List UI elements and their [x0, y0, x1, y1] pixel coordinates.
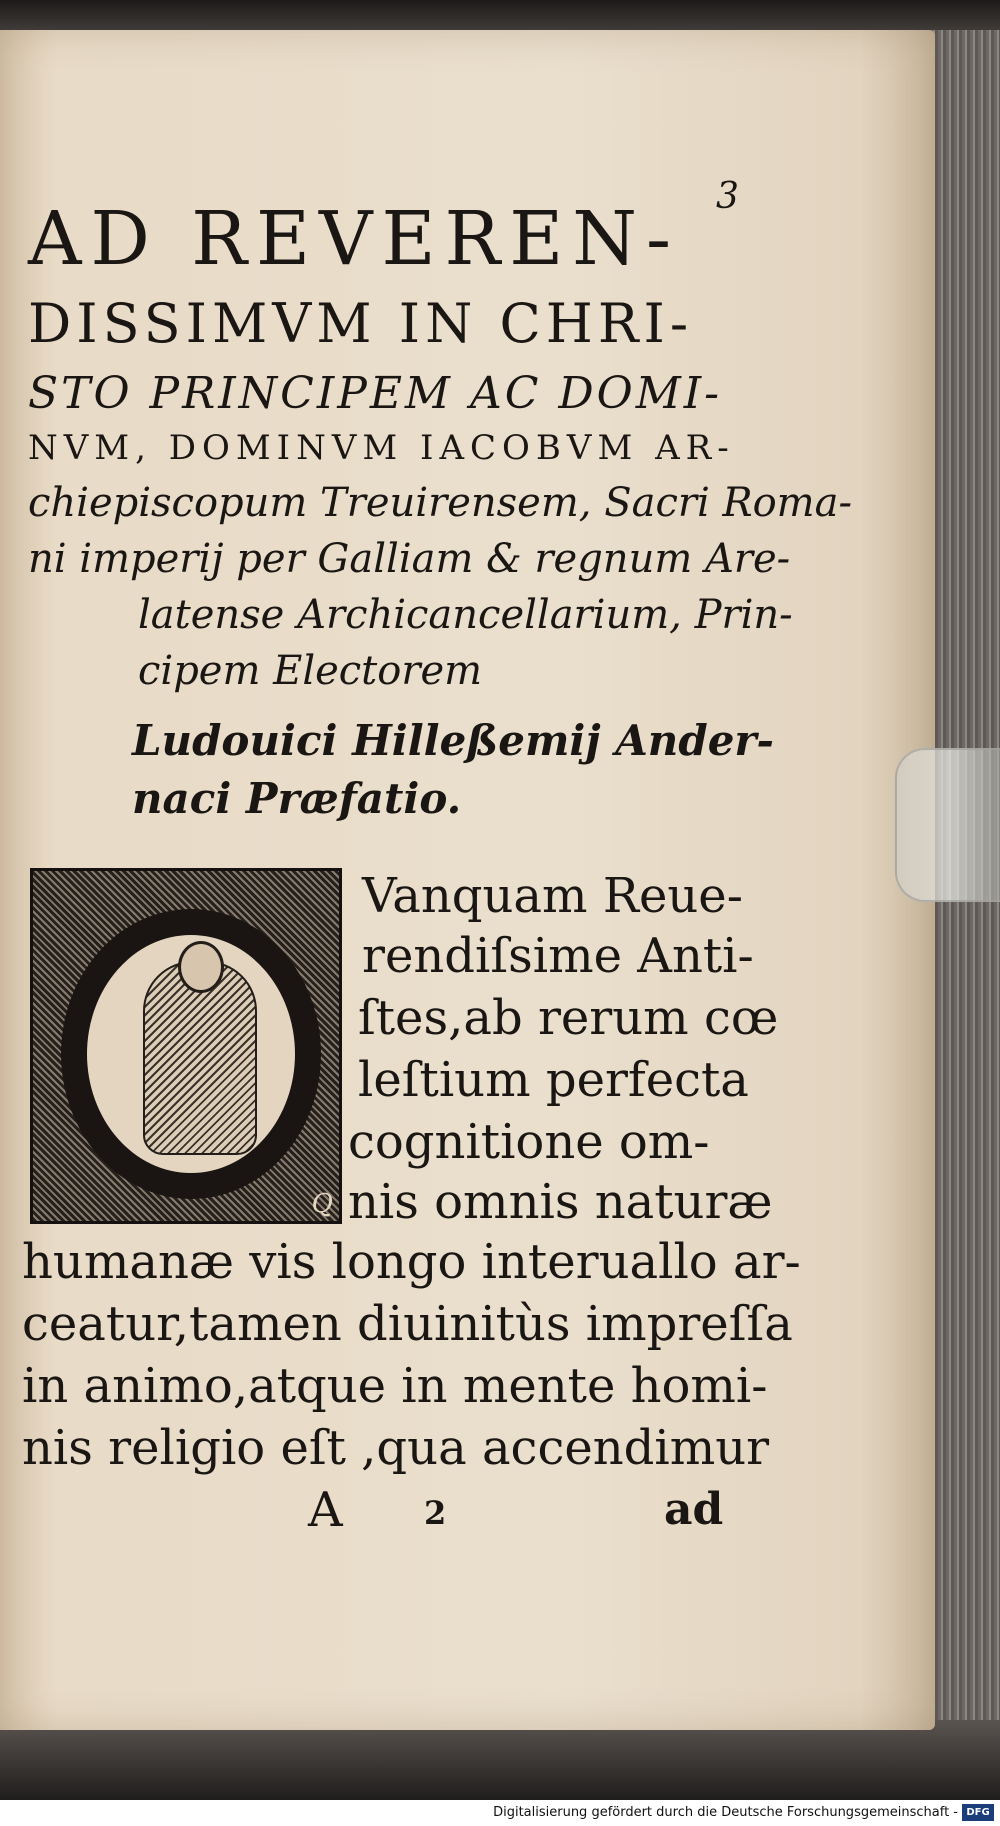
body-line-8: ceatur,tamen diuinitùs impreſſa	[22, 1296, 793, 1352]
body-line-2: rendiſsime Anti-	[362, 928, 754, 984]
body-line-6: nis omnis naturæ	[348, 1174, 773, 1230]
initial-letter: Q	[311, 1189, 333, 1219]
author-line-2: naci Præfatio.	[132, 774, 462, 823]
title-line-8: cipem Electorem	[138, 648, 483, 694]
body-line-3: ſtes,ab rerum cœ	[358, 990, 779, 1046]
body-line-1: Vanquam Reue-	[362, 868, 743, 924]
madonna-head	[178, 941, 224, 993]
page-clip	[895, 748, 1000, 902]
signature-mark-letter: A	[308, 1482, 343, 1538]
title-line-5: chiepiscopum Treuirensem, Sacri Roma-	[28, 480, 852, 526]
dfg-logo-icon: DFG	[962, 1804, 994, 1821]
footer-credit: Digitalisierung gefördert durch die Deutsche Forschungsgemeinschaft -	[493, 1805, 958, 1820]
author-line-1: Ludouici Hilleßemij Ander-	[132, 716, 774, 765]
title-line-6: ni imperij per Galliam & regnum Are-	[28, 536, 791, 582]
page-number: 3	[716, 176, 739, 217]
decorated-initial-woodcut	[30, 868, 342, 1224]
title-line-4: NVM, DOMINVM IACOBVM AR-	[28, 428, 735, 468]
title-line-2: DISSIMVM IN CHRI-	[28, 292, 694, 355]
title-line-7: latense Archicancellarium, Prin-	[138, 592, 793, 638]
body-line-9: in animo,atque in mente homi-	[22, 1358, 768, 1414]
signature-mark-number: 2	[424, 1494, 447, 1532]
body-line-7: humanæ vis longo interuallo ar-	[22, 1234, 801, 1290]
body-line-10: nis religio eſt ,qua accendimur	[22, 1420, 770, 1476]
book-bottom-edge	[0, 1720, 1000, 1800]
title-line-1: AD REVEREN-	[28, 196, 680, 282]
body-line-5: cognitione om-	[348, 1114, 710, 1170]
catchword: ad	[664, 1484, 724, 1535]
title-line-3: STO PRINCIPEM AC DOMI-	[28, 368, 723, 419]
body-line-4: leſtium perfecta	[358, 1052, 749, 1108]
